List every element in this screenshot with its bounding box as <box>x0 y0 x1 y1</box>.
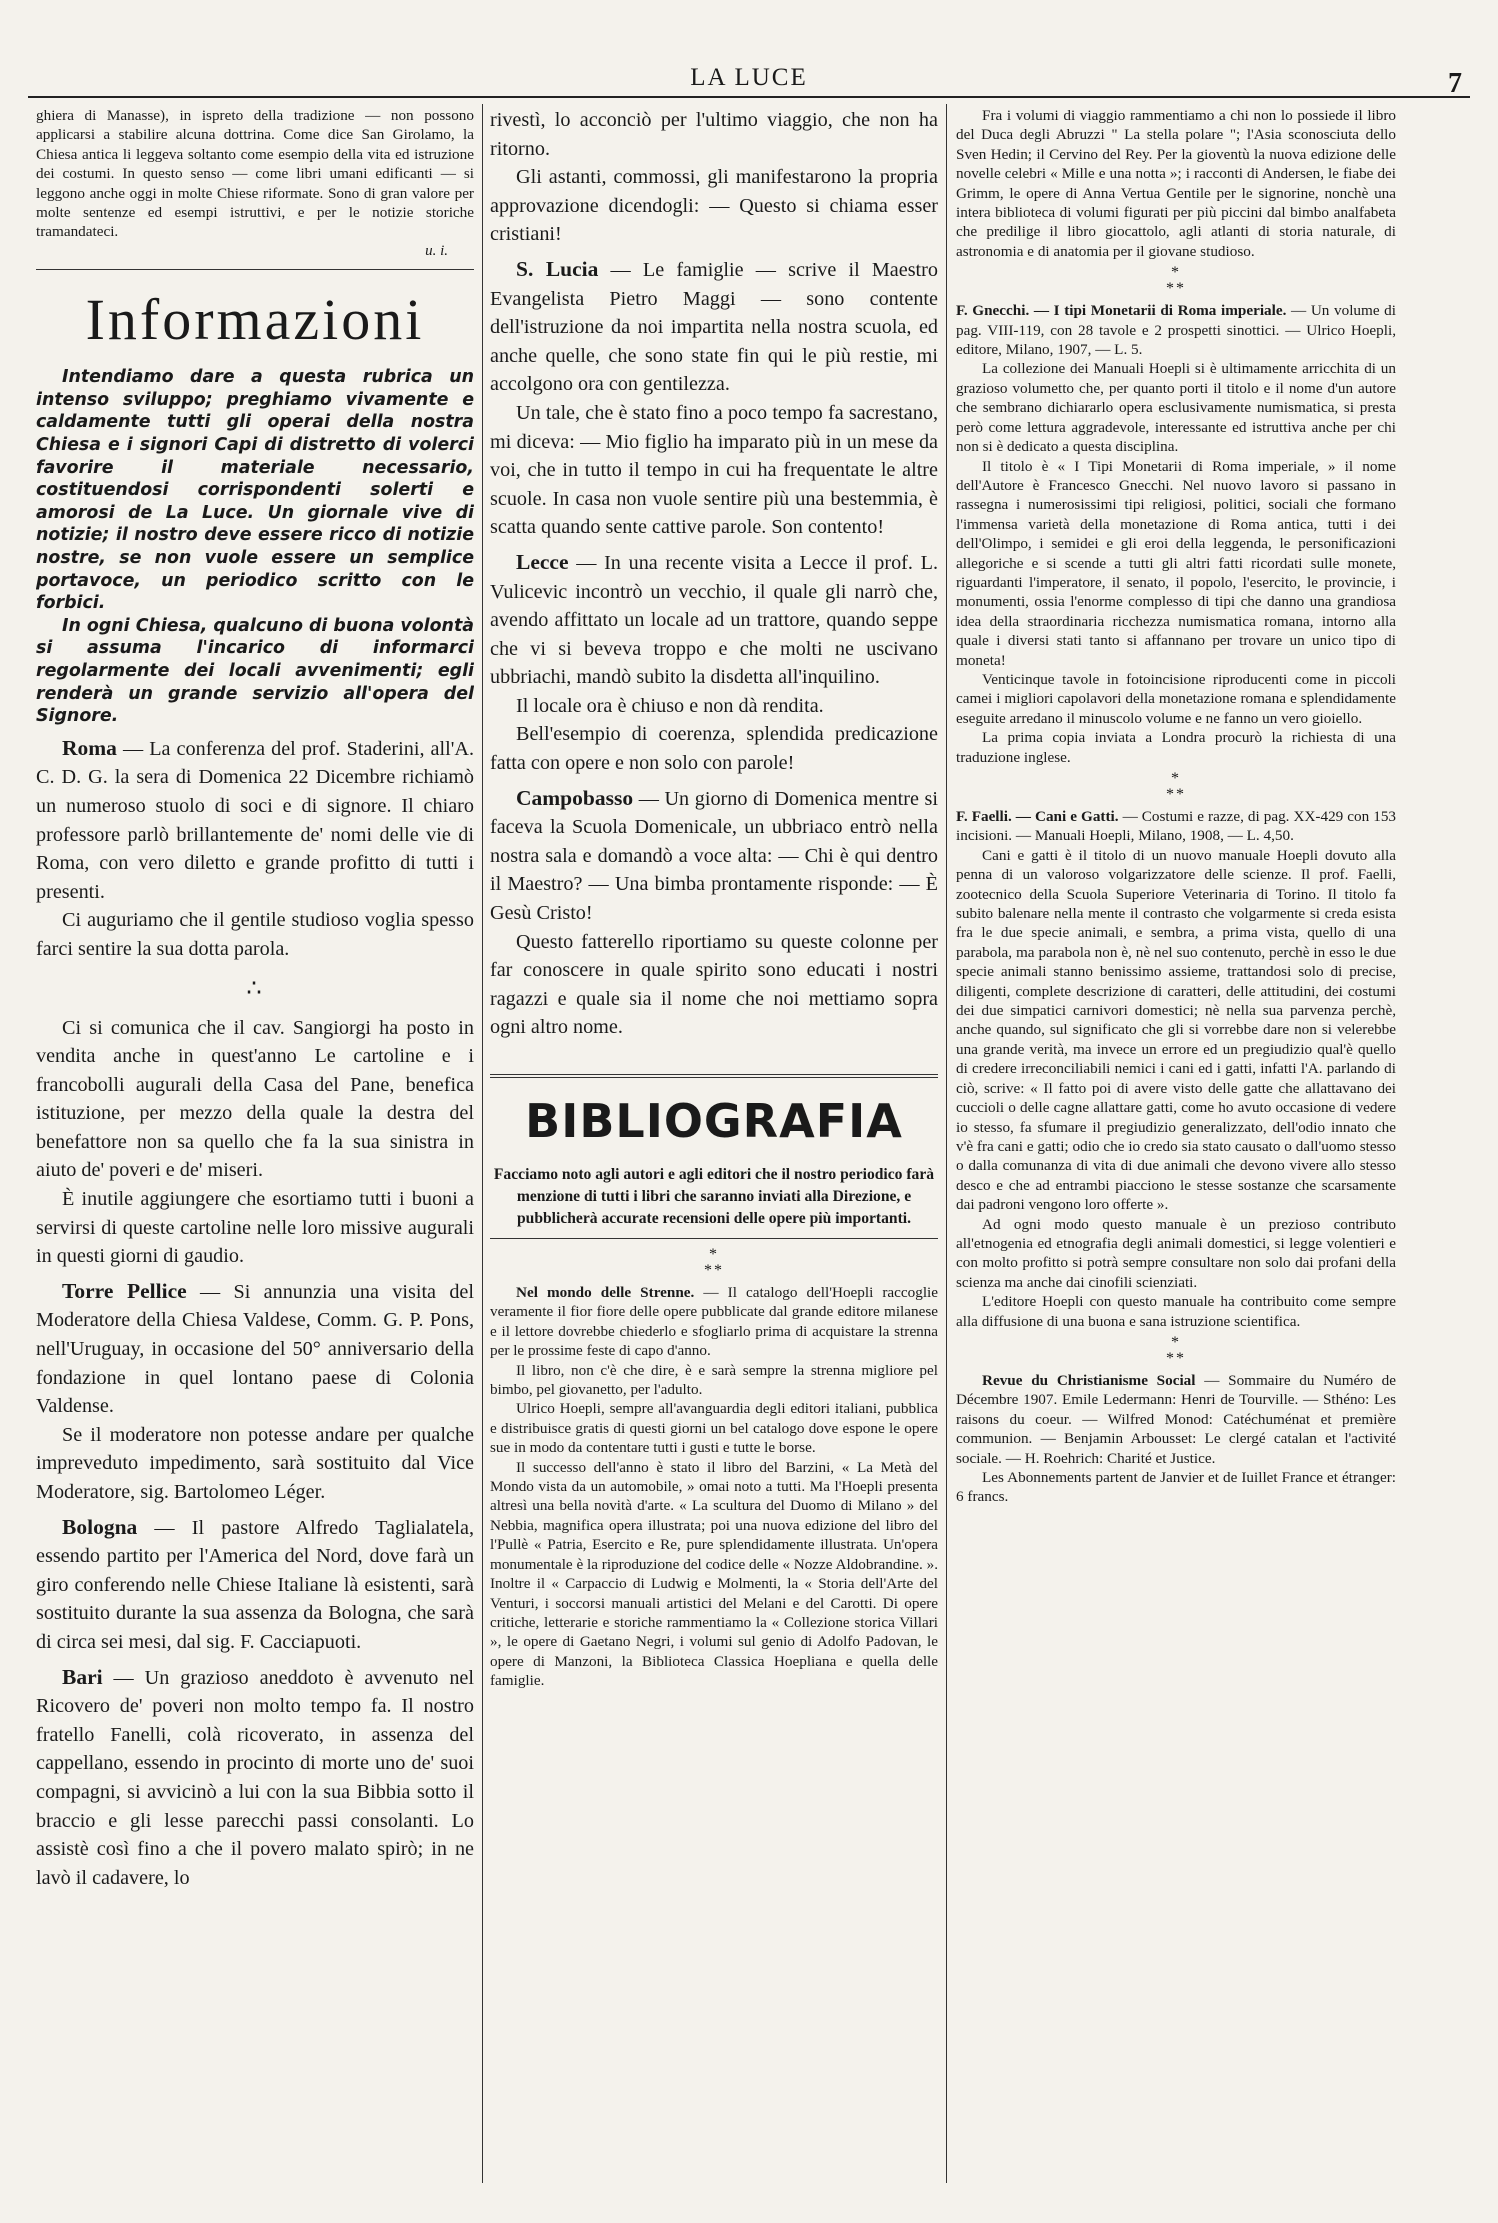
review-text-strenne-4: Il successo dell'anno è stato il libro del Barzini, « La Metà del Mondo vista da un automobile, » omai noto a tutti. Ma l'Hoepli presenta altresì una bella novità d'arte. « La scultura del Duomo di Milano » del Nebbia, magnifica opera illustrata; poi una nuova edizione del libro del l'Pullè « Patria, Esercito e Re, pure splendidamente illustrata. Un'opera monumentale è la riproduzione del codice delle « Nozze Aldobrandine. ». Inoltre il « Carpaccio di Ludwig e Molmenti, la « Storia dell'Arte del Venturi, i soccorsi manuali artistici del Melani e del Carotti. Di opere critiche, letterarie e storiche rammentiamo la « Collezione storica Villari », le opere di Gaetano Negri, i volumi sul genio di Adolfo Padovan, le opere di Manzoni, la Biblioteca Classica Hoepliana e quella delle famiglie. <box>490 1458 938 1690</box>
review-text-strenne: — Il catalogo dell'Hoepli raccoglie veramente il fior fiore delle opere pubblicate dal grande editore milanese e il lettore dovrebbe chiederlo e sfogliarlo prima di acquistare la strenna per le prossime feste di capo d'anno. <box>490 1284 938 1360</box>
news-text-s-lucia-2: Un tale, che è stato fino a poco tempo fa sacrestano, mi diceva: — Mio figlio ha imparato più in un mese da voi, che in tutto il tempo in cui ha frequentate le altre scuole. In casa non vuole sentire più una bestemmia, è scatta quando sente cattive parole. Son contento! <box>490 401 938 539</box>
news-text-lecce-3: Bell'esempio di coerenza, splendida predicazione fatta con opere e non solo con parole! <box>490 723 938 775</box>
review-heading-revue: Revue du Christianisme Social <box>982 1371 1196 1389</box>
page-header <box>28 60 1470 100</box>
review-heading-gnecchi: F. Gnecchi. — I tipi Monetarii di Roma imperiale. <box>956 302 1287 320</box>
header-rule <box>28 96 1470 98</box>
biblio-rule-top-1 <box>490 1074 938 1075</box>
news-heading-lecce: Lecce <box>516 549 569 574</box>
review-text-gnecchi-2: Il titolo è « I Tipi Monetarii di Roma imperiale, » il nome dell'Autore è Francesco Gnecchi. Nel nuovo lavoro si passano in rassegna i numerosissimi tipi religiosi, politici, sociali che formano l'immensa varietà della monetazione di Roma antica, tutti i dei dell'Olimpo, i semidei e gli eroi della leggenda, le personificazioni allegoriche e si scende a tutti gli altri fatti ricordati sulle monete, riguardanti l'imperatore, il senato, il popolo, l'esercito, le provincie, i monumenti, ossia l'enorme complesso di tipi che danno una grandiosa idea della straordinaria ricchezza numismatica romana, intorno alla quale i diversi stati tanto si affannano per trovare un unico tipo di moneta! <box>956 457 1396 669</box>
review-heading-strenne: Nel mondo delle Strenne. <box>516 1284 695 1301</box>
news-item-roma <box>36 734 474 907</box>
news-text-torre-pellice: — Si annunzia una visita del Moderatore della Chiesa Valdese, Comm. G. P. Pons, nell'Uruguay, in occasione del 50° anniversario della fondazione in quel lontano paese di Colonia Valdense. <box>36 1280 474 1418</box>
news-item-bologna <box>36 1513 474 1657</box>
review-text-faelli-2: Ad ogni modo questo manuale è un prezioso contributo all'etnogenia ed etnografia degli animali domestici, si legge volentieri e con molto profitto si potrà sempre consultare non solo dai profani della scienza ma anche dai cinofili scienziati. <box>956 1215 1396 1291</box>
review-item-strenne <box>490 1283 938 1361</box>
review-text-strenne-3: Ulrico Hoepli, sempre all'avanguardia degli editori italiani, pubblica e distribuisce gratis di questi giorni un bel catalogo dove espone le opere sue in modo da contentare tutti i gusti e tutte le borse. <box>490 1400 938 1457</box>
review-item-revue <box>956 1371 1396 1468</box>
news-text-s-lucia: — Le famiglie — scrive il Maestro Evangelista Pietro Maggi — sono contente dell'istruzione da noi impartita nella nostra scuola, ed anche quelle, che sono state fin qui le più restie, mi accolgono ora con gentilezza. <box>490 258 938 396</box>
news-text-lecce-2: Il locale ora è chiuso e non dà rendita. <box>516 694 824 717</box>
carryover-signature: u. i. <box>425 242 448 259</box>
news-heading-bologna: Bologna <box>62 1514 138 1539</box>
biblio-notice-rule <box>490 1238 938 1239</box>
separator-stars-2: * ** <box>1166 770 1186 803</box>
bari-continuation-2: Gli astanti, commossi, gli manifestarono la propria approvazione dicendogli: — Questo si chiama esser cristiani! <box>490 166 938 246</box>
page-number: 7 <box>1448 68 1462 99</box>
news-text-sangiorgi: Ci si comunica che il cav. Sangiorgi ha posto in vendita anche in quest'anno Le cartoline e i francobolli augurali della Casa del Pane, benefica istituzione, per mezzo della quale la destra del benefattore non sa quello che fa la sua sinistra in aiuto de' poveri e de' miseri. <box>36 1016 474 1182</box>
news-text-torre-pellice-2: Se il moderatore non potesse andare per qualche impreveduto impedimento, sarà sostituito dal Vice Moderatore, sig. Bartolomeo Léger. <box>36 1423 474 1503</box>
column-2 <box>490 106 938 2193</box>
news-item-lecce <box>490 548 938 692</box>
news-text-bari: — Un grazioso aneddoto è avvenuto nel Ricovero de' poveri non molto tempo fa. Il nostro fratello Fanelli, colà ricoverato, in assenza del cappellano, essendo in procinto di morte uno de' suoi compagni, si avvicinò a lui con la sua Bibbia sotto il braccio e gli lesse parecchi passi consolanti. Lo assistè così fino a che il povero malato spirò; in ne lavò il cadavere, lo <box>36 1666 474 1889</box>
separator-stars-3: * ** <box>1166 1333 1186 1367</box>
separator-dots: ∴ <box>246 975 264 1002</box>
review-text-strenne-2: Il libro, non c'è che dire, è e sarà sempre la strenna migliore pel bimbo, pel giovanetto, per l'adulto. <box>490 1361 938 1399</box>
column-divider-2 <box>946 104 947 2183</box>
review-ref-gnecchi: — Un volume di pag. VIII-119, con 28 tavole e 2 prospetti sinottici. — Ulrico Hoepli, editore, Milano, 1907, — L. 5. <box>956 302 1396 359</box>
intro-paragraph-1: Intendiamo dare a questa rubrica un intenso sviluppo; preghiamo vivamente e caldamente tutti gli operai della nostra Chiesa e i signori Capi di distretto di volerci favorire il materiale necessario, costituendosi corrispondenti solerti e amorosi de La Luce. Un giornale vive di notizie; il nostro deve essere ricco di notizie nostre, se non vuole essere un semplice portavoce, un periodico scritto con le forbici. <box>36 367 474 614</box>
review-ref-faelli: — Costumi e razze, di pag. XX-429 con 153 incisioni. — Manuali Hoepli, Milano, 1908, — L. 4,50. <box>956 808 1396 845</box>
news-text-roma-2: Ci auguriamo che il gentile studioso voglia spesso farci sentire la sua dotta parola. <box>36 909 474 960</box>
news-heading-roma: Roma <box>62 735 117 760</box>
news-item-s-lucia <box>490 255 938 399</box>
column-3 <box>956 106 1396 2193</box>
biblio-rule-top-2 <box>490 1077 938 1078</box>
carryover-paragraph: ghiera di Manasse), in ispreto della tradizione — non possono applicarsi a stabilire alcuna dottrina. Come dice San Girolamo, la Chiesa antica li leggeva soltanto come esempio della vita ed istruzione dei costumi. In questo senso — come libri umani edificanti — si leggono anche oggi in molte Chiese riformate. Sono di gran valore per molte sentenze ed esempi istruttivi, e per le notizie storiche tramandateci. <box>36 107 474 241</box>
review-text-faelli-3: L'editore Hoepli con questo manuale ha contribuito come sempre alla diffusione di una buona e sana istruzione scientifica. <box>956 1293 1396 1330</box>
news-text-sangiorgi-2: È inutile aggiungere che esortiamo tutti i buoni a servirsi di queste cartoline nelle loro missive augurali in questi giorni di gaudio. <box>36 1188 474 1268</box>
strenne-continuation: Fra i volumi di viaggio rammentiamo a chi non lo possiede il libro del Duca degli Abruzzi " La stella polare "; l'Asia sconosciuta dello Sven Hedin; il Cervino del Rey. Per la gioventù la nuova edizione delle novelle celebri « Mille e una notta »; i racconti di Andersen, le fiabe dei Grimm, le opere di Anna Vertua Gentile per le signorine, nonchè una intera biblioteca di volumi figurati per più piccini dal bimbo analfabeta che predilige il libro giocattolo, agli atlanti di storia naturale, di astronomia e di anatomia per il giovane studioso. <box>956 107 1396 260</box>
review-item-faelli <box>956 807 1396 846</box>
column-1 <box>36 106 474 2193</box>
review-text-gnecchi-3: Venticinque tavole in fotoincisione riproducenti come in piccoli camei i migliori capolavori della monetazione romana e splendidamente eseguite arredano il minuscolo volume e ne fanno un vero gioiello. <box>956 670 1396 727</box>
news-heading-campobasso: Campobasso <box>516 785 634 810</box>
review-text-faelli: Cani e gatti è il titolo di un nuovo manuale Hoepli dovuto alla penna di un valoroso volgarizzatore delle scienze. Il prof. Faelli, zootecnico della Scuola Superiore Veterinaria di Torino. Il titolo fa subito balenare nella mente il contrasto che volgarmente si creda esista fra le due specie animali, e sembra, a prima vista, quello di una parabola, ma parabola non è, nè nel suo contenuto, perchè in esso le due specie animali stanno benissimo assieme, trattandosi solo di precise, diligenti, complete descrizione di caratteri, delle attitudini, dei costumi dei due simpatici carnivori domestici; nè nella sua parvenza perchè, anche quando, sul significato che gli si vorrebbe dare non si velerebbe una grande verità, ma invece un errore ed un pregiudizio qual'è quello di credere irreconciliabili nemici i cani ed i gatti, infatti l'A. parlando di ciò, scrive: « Il fatto poi di avere visto delle gatte che allattavano dei cuccioli o delle cagne allattare gatti, come ho avuto occasione di vedere io stesso, fa sfumare il pregiudizio generalizzato, dell'odio innato che v'è fra cani e gatti; odio che io credo sia stato causato o dall'uomo stesso o dalla comunanza di vita di due animali che devono vivere allo stesso desco e che ad entrambi piacciono le stesse sostanze che scarsamente dai padroni vengono loro offerte ». <box>956 846 1396 1214</box>
section-title-bibliografia: BIBLIOGRAFIA <box>525 1094 903 1148</box>
review-text-revue-2: Les Abonnements partent de Janvier et de Iuillet France et étranger: 6 francs. <box>956 1469 1396 1506</box>
section-title-informazioni: Informazioni <box>85 287 425 353</box>
section-rule <box>36 269 474 270</box>
separator-stars: * ** <box>704 1246 724 1279</box>
review-heading-faelli: F. Faelli. — Cani e Gatti. <box>956 808 1119 825</box>
column-divider-1 <box>482 104 483 2183</box>
news-item-campobasso <box>490 784 938 928</box>
separator-stars-1: * ** <box>1166 264 1186 298</box>
review-text-gnecchi: La collezione dei Manuali Hoepli si è ultimamente arricchita di un grazioso volumetto che, per quanto porti il titolo e il nome d'un autore che sembrano dichiararlo opera esclusivamente numismatica, si presta però come lettura aggradevole, interessante ed istruttiva anche per chi non si è dedicato a questa disciplina. <box>956 360 1396 456</box>
bibliography-notice: Facciamo noto agli autori e agli editori che il nostro periodico farà menzione di tutti i libri che saranno inviati alla Direzione, e pubblicherà accurate recensioni delle opere più importanti. <box>493 1166 935 1227</box>
news-heading-torre-pellice: Torre Pellice <box>62 1278 187 1303</box>
review-text-gnecchi-4: La prima copia inviata a Londra procurò la richiesta di una traduzione inglese. <box>956 729 1396 766</box>
news-heading-bari: Bari <box>62 1664 103 1689</box>
review-text-revue: — Sommaire du Numéro de Décembre 1907. Emile Ledermann: Henri de Tourville. — Sthéno: Les raisons du coeur. — Wilfred Monod: Catéchuménat et première communion. — Benjamin Arbousset: Le clergé catalan et l'activité sociale. — H. Roehrich: Charité et Justice. <box>956 1371 1396 1467</box>
review-item-gnecchi <box>956 301 1396 359</box>
news-item-bari <box>36 1663 474 1893</box>
news-heading-s-lucia: S. Lucia <box>516 256 599 281</box>
masthead-title: LA LUCE <box>690 64 808 91</box>
news-text-campobasso-2: Questo fatterello riportiamo su queste colonne per far conoscere in quale spirito sono educati i nostri ragazzi e quale sia il nome che noi mettiamo sopra ogni altro nome. <box>490 930 938 1039</box>
news-text-roma: — La conferenza del prof. Staderini, all'A. C. D. G. la sera di Domenica 22 Dicembre richiamò un numeroso stuolo di soci e di signore. Il chiaro professore parlò brillantemente de' nomi delle vie di Roma, con vero diletto e grande profitto di tutti i presenti. <box>36 737 474 903</box>
news-item-torre-pellice <box>36 1277 474 1421</box>
news-text-campobasso: — Un giorno di Domenica mentre si faceva la Scuola Domenicale, un ubbriaco entrò nella nostra sala e domandò a voce alta: — Chi è qui dentro il Maestro? — Una bimba prontamente risponde: — È Gesù Cristo! <box>490 787 938 925</box>
news-text-bologna: — Il pastore Alfredo Taglialatela, essendo partito per l'America del Nord, dove farà un giro conferendo nelle Chiese Italiane là esistenti, sarà sostituito durante la sua assenza da Bologna, che sarà di circa sei mesi, dal sig. F. Cacciapuoti. <box>36 1516 474 1653</box>
news-text-lecce: — In una recente visita a Lecce il prof. L. Vulicevic incontrò un vecchio, il quale gli narrò che, avendo affittato un locale ad un trattore, quando seppe che vi si beveva troppo e che molti ne uscivano ubbriachi, mandò subito la disdetta all'inquilino. <box>490 551 938 689</box>
bari-continuation: rivestì, lo acconciò per l'ultimo viaggio, che non ha ritorno. <box>490 109 938 160</box>
intro-paragraph-2: In ogni Chiesa, qualcuno di buona volontà si assuma l'incarico di informarci regolarmente dei locali avvenimenti; egli renderà un grande servizio all'opera del Signore. <box>36 615 474 727</box>
